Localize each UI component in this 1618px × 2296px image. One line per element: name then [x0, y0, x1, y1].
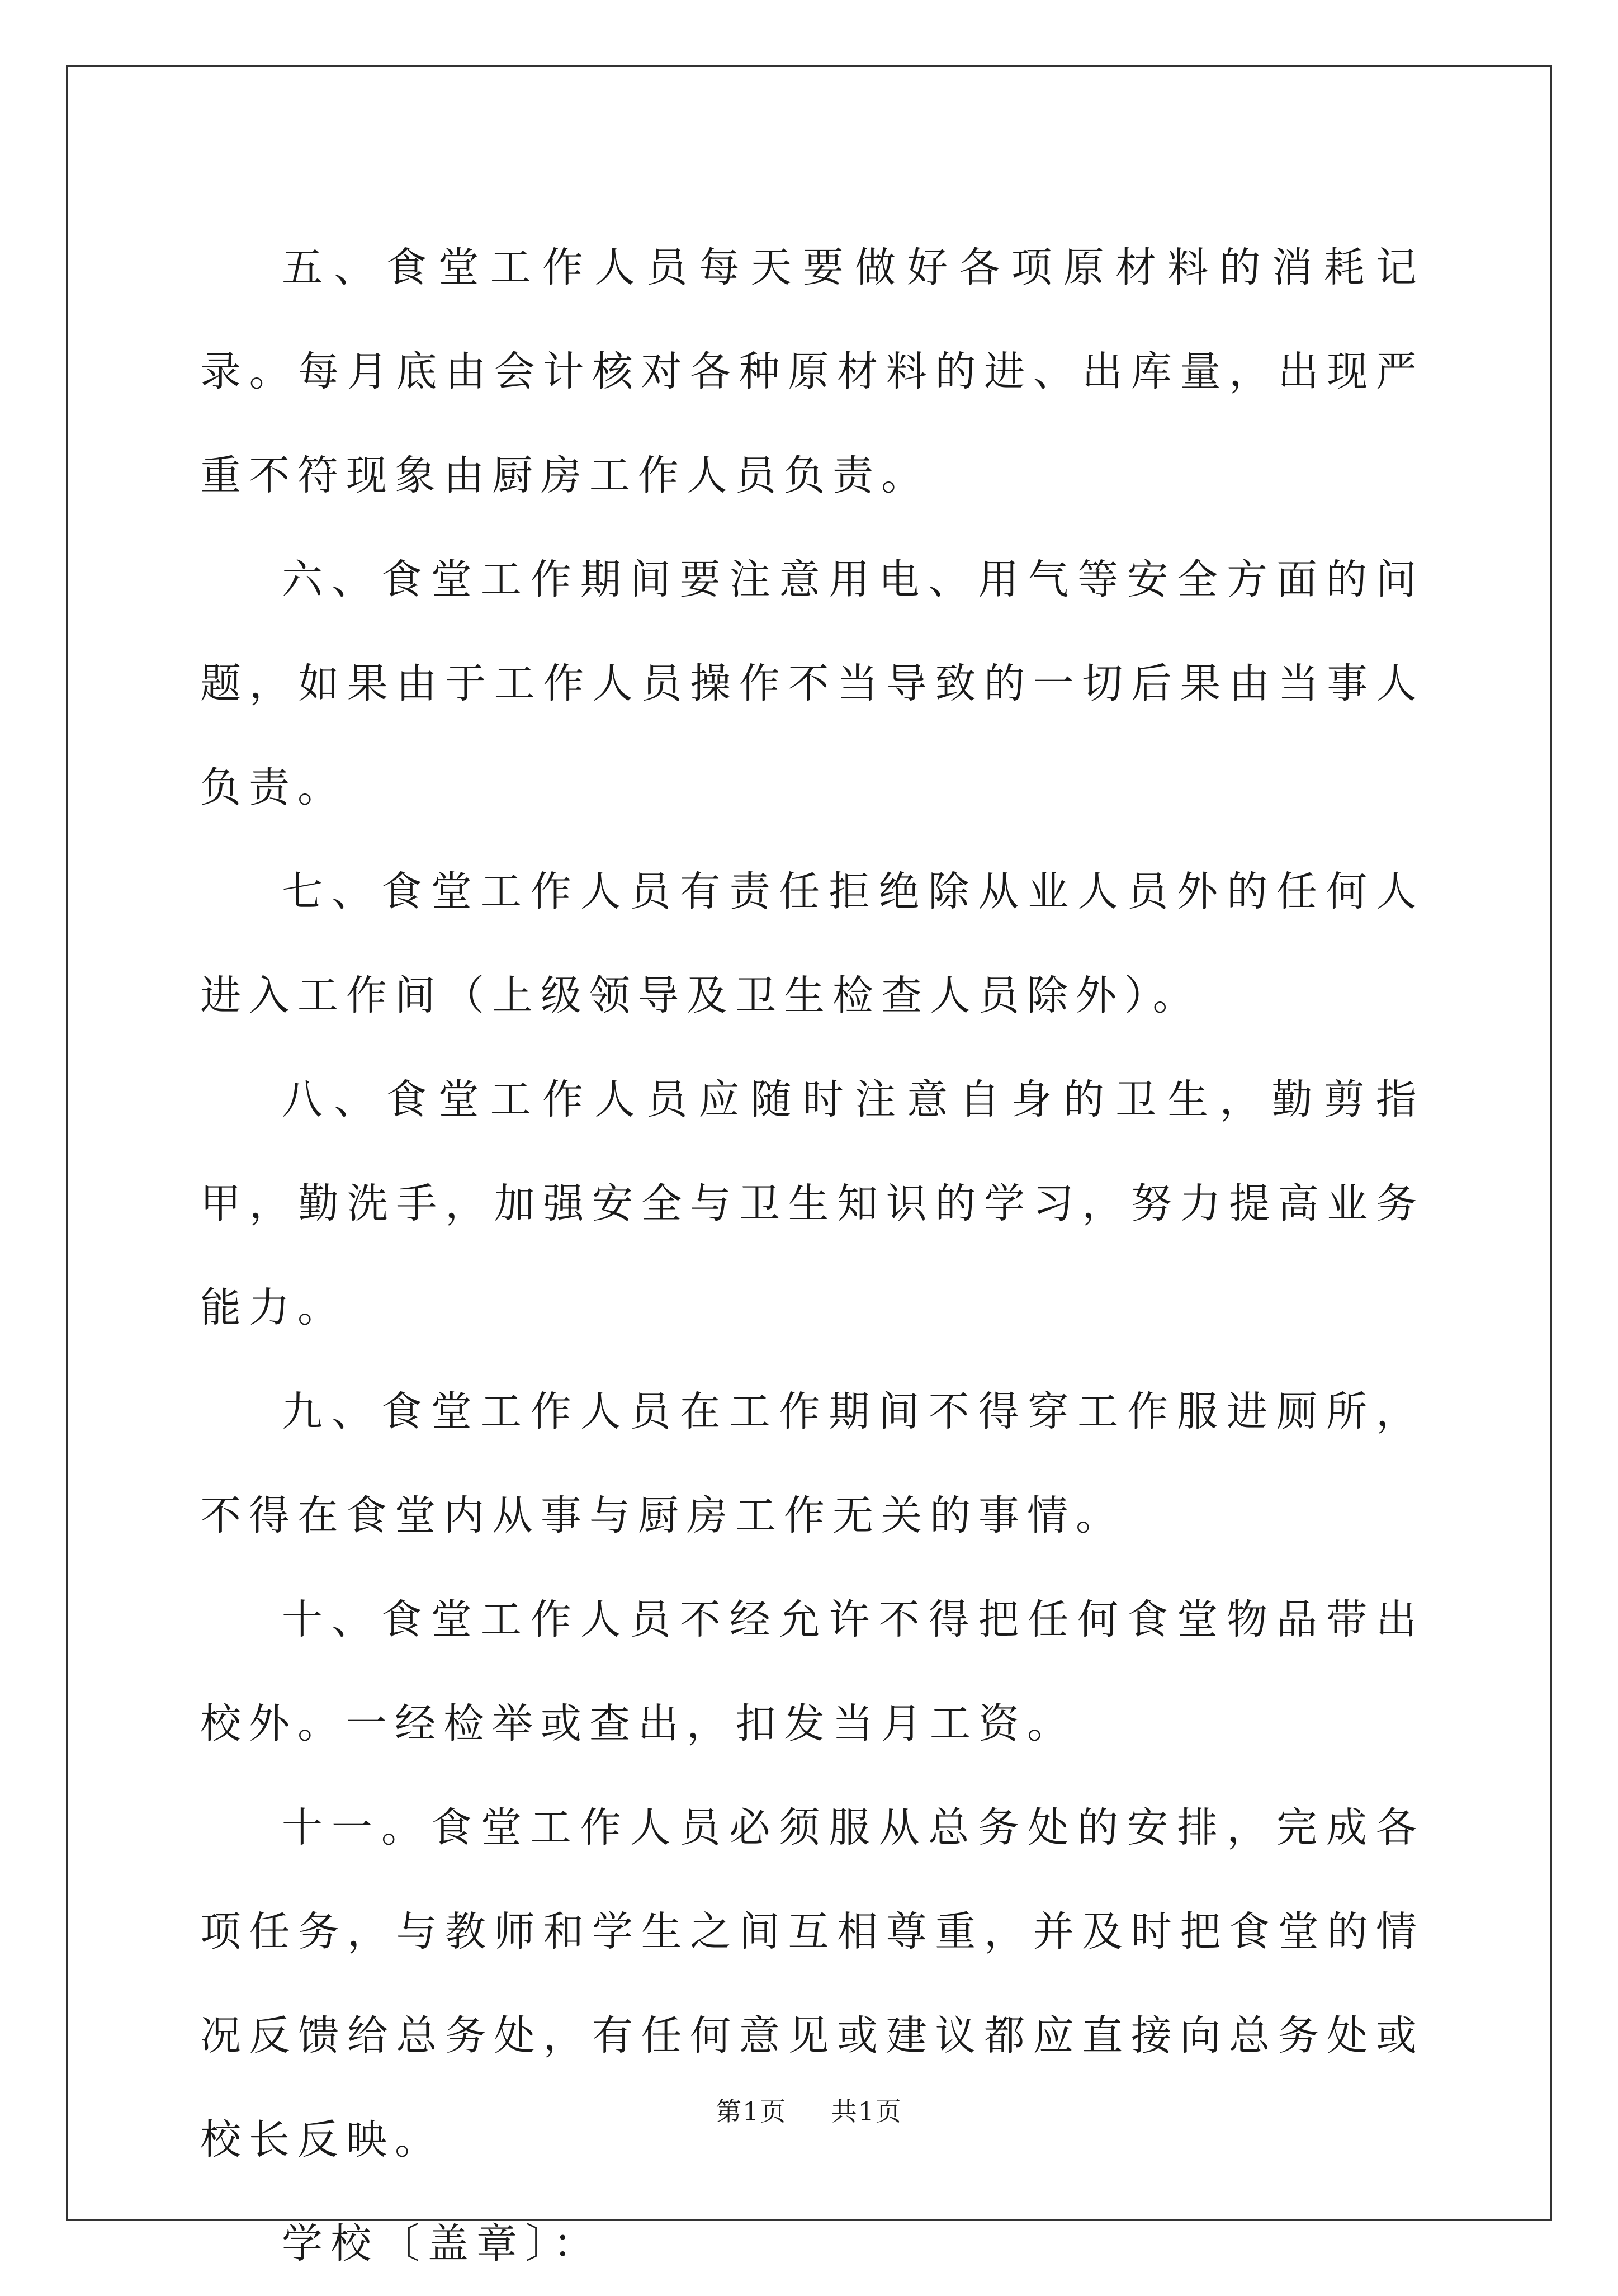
- paragraph-item-6: 六、食堂工作期间要注意用电、用气等安全方面的问题，如果由于工作人员操作不当导致的一切后果由当事人负责。: [200, 556, 1425, 811]
- paragraph-item-9: 九、食堂工作人员在工作期间不得穿工作服进厕所，不得在食堂内从事与厨房工作无关的事情。: [200, 1388, 1425, 1539]
- page-footer: [0, 2091, 1618, 2128]
- paragraph-item-11: 十一。食堂工作人员必须服从总务处的安排，完成各项任务，与教师和学生之间互相尊重，并及时把食堂的情况反馈给总务处，有任何意见或建议都应直接向总务处或校长反映。: [200, 1804, 1425, 2163]
- page-number: 第1页: [716, 2096, 787, 2127]
- paragraph-item-5: 五、食堂工作人员每天要做好各项原材料的消耗记录。每月底由会计核对各种原材料的进、出库量，出现严重不符现象由厨房工作人员负责。: [200, 244, 1425, 499]
- document-body: [200, 216, 1425, 2296]
- paragraph-item-7: 七、食堂工作人员有责任拒绝除从业人员外的任何人进入工作间（上级领导及卫生检查人员除外）。: [200, 868, 1425, 1019]
- school-seal-line: 学校〔盖章〕：: [282, 2220, 602, 2267]
- page-total: 共1页: [831, 2096, 902, 2127]
- paragraph-item-8: 八、食堂工作人员应随时注意自身的卫生，勤剪指甲，勤洗手，加强安全与卫生知识的学习，努力提高业务能力。: [200, 1076, 1425, 1331]
- paragraph-item-10: 十、食堂工作人员不经允许不得把任何食堂物品带出校外。一经检举或查出，扣发当月工资。: [200, 1596, 1425, 1747]
